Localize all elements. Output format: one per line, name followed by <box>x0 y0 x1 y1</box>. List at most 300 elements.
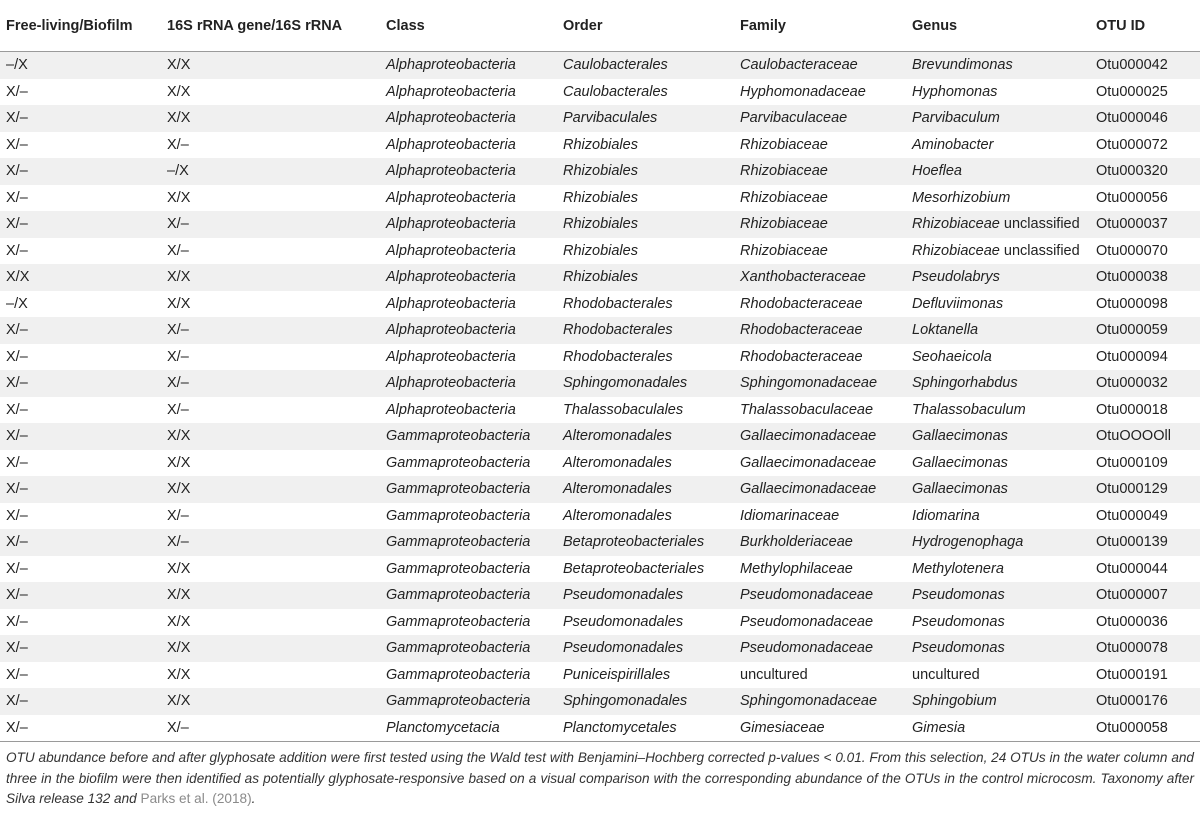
table-row <box>0 105 1200 132</box>
cell-otu-id <box>1090 344 1200 371</box>
cell-order <box>557 715 734 742</box>
cell-genus <box>906 450 1090 477</box>
cell-16s-rrna <box>161 317 380 344</box>
cell-free-living-biofilm <box>0 370 161 397</box>
cell-genus <box>906 397 1090 424</box>
cell-free-living-biofilm-text: X/– <box>6 163 28 180</box>
cell-family-text: uncultured <box>740 666 808 683</box>
cell-family <box>734 688 906 715</box>
cell-class <box>380 291 557 318</box>
table-row <box>0 370 1200 397</box>
footnote-reference-link[interactable]: Parks et al. (2018) <box>140 791 252 806</box>
cell-order-text: Rhizobiales <box>563 163 638 180</box>
cell-16s-rrna <box>161 211 380 238</box>
cell-free-living-biofilm-text: X/– <box>6 560 28 577</box>
cell-order-text: Rhodobacterales <box>563 322 673 339</box>
cell-genus <box>906 423 1090 450</box>
cell-otu-id-text: Otu000042 <box>1096 57 1168 74</box>
cell-otu-id-text: Otu000056 <box>1096 189 1168 206</box>
cell-family <box>734 317 906 344</box>
cell-family <box>734 662 906 689</box>
footnote-text: OTU abundance before and after glyphosate addition were first tested using the Wald test with Benjamini–Hochberg corrected p-values < 0.01. From this selection, 24 OTUs in the water column and three in the biofilm were then identified as potentially glyphosate-responsive based on a visual comparison with the corresponding abundance of the OTUs in the control microcosm. Taxonomy after Silva release 132 and <box>6 750 1194 806</box>
header-row <box>0 0 1200 52</box>
cell-class-text: Gammaproteobacteria <box>386 507 531 524</box>
cell-free-living-biofilm <box>0 609 161 636</box>
cell-free-living-biofilm <box>0 158 161 185</box>
cell-class-text: Alphaproteobacteria <box>386 216 516 233</box>
cell-free-living-biofilm <box>0 476 161 503</box>
cell-family <box>734 132 906 159</box>
cell-genus <box>906 185 1090 212</box>
cell-otu-id <box>1090 185 1200 212</box>
cell-free-living-biofilm-text: X/– <box>6 242 28 259</box>
cell-16s-rrna <box>161 370 380 397</box>
cell-free-living-biofilm-text: X/– <box>6 666 28 683</box>
cell-otu-id-text: Otu000070 <box>1096 242 1168 259</box>
cell-family <box>734 238 906 265</box>
cell-genus-text: Seohaeicola <box>912 348 992 365</box>
cell-16s-rrna <box>161 344 380 371</box>
cell-order <box>557 476 734 503</box>
cell-order <box>557 662 734 689</box>
cell-genus-text: Defluviimonas <box>912 295 1004 312</box>
cell-genus <box>906 264 1090 291</box>
cell-free-living-biofilm-text: X/– <box>6 322 28 339</box>
cell-family-text: Rhodobacteraceae <box>740 348 863 365</box>
cell-16s-rrna-text: X/X <box>167 269 191 286</box>
cell-order-text: Rhodobacterales <box>563 348 673 365</box>
cell-free-living-biofilm-text: X/– <box>6 428 28 445</box>
cell-16s-rrna <box>161 503 380 530</box>
cell-class <box>380 529 557 556</box>
cell-class-text: Gammaproteobacteria <box>386 613 531 630</box>
cell-family-text: Pseudomonadaceae <box>740 587 874 604</box>
table-row <box>0 264 1200 291</box>
cell-16s-rrna-text: X/X <box>167 83 191 100</box>
cell-family <box>734 158 906 185</box>
cell-free-living-biofilm-text: –/X <box>6 57 28 74</box>
cell-genus <box>906 211 1090 238</box>
cell-16s-rrna-text: X/X <box>167 640 191 657</box>
cell-free-living-biofilm-text: X/X <box>6 269 30 286</box>
cell-class-text: Alphaproteobacteria <box>386 189 516 206</box>
cell-family-text: Idiomarinaceae <box>740 507 840 524</box>
cell-family <box>734 582 906 609</box>
cell-family-text: Rhodobacteraceae <box>740 322 863 339</box>
cell-class-text: Alphaproteobacteria <box>386 269 516 286</box>
cell-order-text: Pseudomonadales <box>563 587 684 604</box>
cell-otu-id <box>1090 79 1200 106</box>
cell-class <box>380 397 557 424</box>
header-otu-id: OTU ID <box>1090 0 1200 52</box>
cell-otu-id <box>1090 238 1200 265</box>
cell-family <box>734 397 906 424</box>
table-row <box>0 662 1200 689</box>
cell-16s-rrna <box>161 715 380 742</box>
table-row <box>0 609 1200 636</box>
cell-16s-rrna <box>161 238 380 265</box>
cell-order <box>557 105 734 132</box>
cell-16s-rrna <box>161 582 380 609</box>
table-row <box>0 503 1200 530</box>
cell-otu-id-text: Otu000072 <box>1096 136 1168 153</box>
cell-genus-text: uncultured <box>912 666 980 683</box>
cell-genus <box>906 105 1090 132</box>
cell-otu-id-text: Otu000046 <box>1096 110 1168 127</box>
cell-class <box>380 52 557 79</box>
cell-16s-rrna <box>161 291 380 318</box>
cell-free-living-biofilm <box>0 317 161 344</box>
cell-free-living-biofilm <box>0 344 161 371</box>
cell-family-text: Rhizobiaceae <box>740 163 828 180</box>
cell-class <box>380 635 557 662</box>
cell-free-living-biofilm <box>0 238 161 265</box>
cell-order <box>557 503 734 530</box>
cell-family-text: Pseudomonadaceae <box>740 613 874 630</box>
cell-family-text: Methylophilaceae <box>740 560 853 577</box>
cell-family <box>734 105 906 132</box>
cell-otu-id-text: Otu000191 <box>1096 666 1168 683</box>
table-row <box>0 688 1200 715</box>
table-row <box>0 132 1200 159</box>
cell-family <box>734 185 906 212</box>
cell-class-text: Gammaproteobacteria <box>386 560 531 577</box>
cell-16s-rrna-text: X/– <box>167 507 189 524</box>
cell-16s-rrna <box>161 688 380 715</box>
cell-free-living-biofilm <box>0 503 161 530</box>
cell-genus <box>906 476 1090 503</box>
cell-order-text: Sphingomonadales <box>563 693 688 710</box>
cell-16s-rrna-text: X/X <box>167 110 191 127</box>
cell-order <box>557 291 734 318</box>
cell-genus-text: Hoeflea <box>912 163 962 180</box>
table-row <box>0 635 1200 662</box>
cell-otu-id-text: Otu000044 <box>1096 560 1168 577</box>
cell-class <box>380 264 557 291</box>
cell-order-text: Caulobacterales <box>563 57 668 74</box>
cell-otu-id-text: Otu000058 <box>1096 719 1168 736</box>
cell-genus-text: Rhizobiaceae <box>912 242 1000 259</box>
cell-free-living-biofilm-text: X/– <box>6 454 28 471</box>
cell-genus-text: Rhizobiaceae <box>912 216 1000 233</box>
cell-16s-rrna-text: X/– <box>167 322 189 339</box>
cell-family-text: Gimesiaceae <box>740 719 825 736</box>
table-row <box>0 556 1200 583</box>
cell-genus-text: Parvibaculum <box>912 110 1000 127</box>
cell-order <box>557 238 734 265</box>
table-row <box>0 397 1200 424</box>
cell-otu-id <box>1090 662 1200 689</box>
cell-order <box>557 450 734 477</box>
cell-otu-id <box>1090 715 1200 742</box>
cell-16s-rrna-text: X/– <box>167 375 189 392</box>
cell-genus-text: Gimesia <box>912 719 966 736</box>
cell-family-text: Thalassobaculaceae <box>740 401 874 418</box>
cell-family <box>734 609 906 636</box>
cell-order-text: Alteromonadales <box>563 507 672 524</box>
cell-otu-id-text: Otu000320 <box>1096 163 1168 180</box>
cell-genus <box>906 582 1090 609</box>
cell-free-living-biofilm <box>0 52 161 79</box>
cell-free-living-biofilm-text: X/– <box>6 216 28 233</box>
cell-16s-rrna <box>161 158 380 185</box>
cell-order-text: Puniceispirillales <box>563 666 671 683</box>
cell-order <box>557 529 734 556</box>
cell-order-text: Rhizobiales <box>563 189 638 206</box>
cell-class-text: Alphaproteobacteria <box>386 375 516 392</box>
cell-genus-text: Pseudolabrys <box>912 269 1000 286</box>
cell-free-living-biofilm-text: X/– <box>6 587 28 604</box>
cell-class-text: Gammaproteobacteria <box>386 481 531 498</box>
cell-genus <box>906 158 1090 185</box>
cell-genus-text: Mesorhizobium <box>912 189 1011 206</box>
table-body <box>0 52 1200 742</box>
cell-16s-rrna <box>161 529 380 556</box>
cell-16s-rrna <box>161 132 380 159</box>
cell-otu-id <box>1090 211 1200 238</box>
cell-otu-id <box>1090 688 1200 715</box>
cell-otu-id <box>1090 450 1200 477</box>
table-row <box>0 476 1200 503</box>
cell-16s-rrna-text: X/X <box>167 587 191 604</box>
cell-16s-rrna-text: X/X <box>167 428 191 445</box>
cell-genus-text: Methylotenera <box>912 560 1004 577</box>
header-genus: Genus <box>906 0 1090 52</box>
cell-class-text: Gammaproteobacteria <box>386 693 531 710</box>
cell-family-text: Caulobacteraceae <box>740 57 858 74</box>
cell-otu-id-text: Otu000098 <box>1096 295 1168 312</box>
cell-free-living-biofilm <box>0 185 161 212</box>
cell-class-text: Planctomycetacia <box>386 719 500 736</box>
cell-family <box>734 635 906 662</box>
cell-otu-id-text: Otu000109 <box>1096 454 1168 471</box>
cell-class-text: Alphaproteobacteria <box>386 401 516 418</box>
cell-otu-id-text: Otu000176 <box>1096 693 1168 710</box>
cell-order <box>557 211 734 238</box>
cell-free-living-biofilm-text: X/– <box>6 136 28 153</box>
cell-free-living-biofilm <box>0 105 161 132</box>
cell-order-text: Alteromonadales <box>563 481 672 498</box>
cell-class-text: Alphaproteobacteria <box>386 348 516 365</box>
cell-otu-id <box>1090 609 1200 636</box>
cell-class <box>380 582 557 609</box>
cell-genus <box>906 609 1090 636</box>
cell-class-text: Alphaproteobacteria <box>386 110 516 127</box>
cell-class <box>380 370 557 397</box>
cell-free-living-biofilm <box>0 132 161 159</box>
cell-genus-text: Loktanella <box>912 322 979 339</box>
cell-order-text: Alteromonadales <box>563 428 672 445</box>
cell-otu-id-text: Otu000049 <box>1096 507 1168 524</box>
cell-genus-text: Pseudomonas <box>912 613 1005 630</box>
cell-16s-rrna-text: X/X <box>167 189 191 206</box>
cell-otu-id <box>1090 476 1200 503</box>
table-header <box>0 0 1200 52</box>
cell-otu-id <box>1090 52 1200 79</box>
cell-order <box>557 264 734 291</box>
cell-family <box>734 450 906 477</box>
cell-genus-text: Hydrogenophaga <box>912 534 1024 551</box>
cell-free-living-biofilm-text: X/– <box>6 83 28 100</box>
cell-otu-id <box>1090 503 1200 530</box>
cell-16s-rrna <box>161 185 380 212</box>
table-row <box>0 185 1200 212</box>
cell-otu-id <box>1090 370 1200 397</box>
cell-otu-id <box>1090 529 1200 556</box>
cell-16s-rrna <box>161 662 380 689</box>
cell-family-text: Parvibaculaceae <box>740 110 848 127</box>
cell-16s-rrna-text: X/– <box>167 216 189 233</box>
cell-free-living-biofilm-text: X/– <box>6 375 28 392</box>
table-row <box>0 715 1200 742</box>
cell-family-text: Sphingomonadaceae <box>740 693 878 710</box>
cell-free-living-biofilm <box>0 556 161 583</box>
cell-family-text: Hyphomonadaceae <box>740 83 866 100</box>
cell-order <box>557 688 734 715</box>
cell-class <box>380 79 557 106</box>
cell-order-text: Rhizobiales <box>563 269 638 286</box>
cell-genus-text: Gallaecimonas <box>912 428 1008 445</box>
cell-family <box>734 503 906 530</box>
cell-class <box>380 609 557 636</box>
cell-16s-rrna-text: X/X <box>167 693 191 710</box>
cell-free-living-biofilm <box>0 635 161 662</box>
cell-family-text: Burkholderiaceae <box>740 534 853 551</box>
cell-order <box>557 344 734 371</box>
cell-order-text: Betaproteobacteriales <box>563 534 705 551</box>
cell-free-living-biofilm <box>0 397 161 424</box>
cell-free-living-biofilm <box>0 291 161 318</box>
cell-order-text: Planctomycetales <box>563 719 677 736</box>
cell-16s-rrna <box>161 450 380 477</box>
header-free-living-biofilm: Free-living/Biofilm <box>0 0 161 52</box>
cell-family <box>734 52 906 79</box>
cell-16s-rrna <box>161 79 380 106</box>
table-footnote <box>0 742 1200 810</box>
table-row <box>0 238 1200 265</box>
cell-16s-rrna-text: X/X <box>167 560 191 577</box>
header-16s-rrna: 16S rRNA gene/16S rRNA <box>161 0 380 52</box>
cell-16s-rrna-text: X/X <box>167 613 191 630</box>
cell-class-text: Gammaproteobacteria <box>386 587 531 604</box>
cell-free-living-biofilm <box>0 688 161 715</box>
cell-16s-rrna-text: X/X <box>167 481 191 498</box>
cell-free-living-biofilm <box>0 582 161 609</box>
cell-class-text: Gammaproteobacteria <box>386 454 531 471</box>
cell-free-living-biofilm-text: X/– <box>6 719 28 736</box>
cell-free-living-biofilm-text: X/– <box>6 481 28 498</box>
cell-order <box>557 556 734 583</box>
cell-16s-rrna-text: X/– <box>167 348 189 365</box>
cell-family <box>734 529 906 556</box>
cell-free-living-biofilm <box>0 79 161 106</box>
cell-genus-text: Thalassobaculum <box>912 401 1026 418</box>
cell-family-text: Rhizobiaceae <box>740 242 828 259</box>
cell-family <box>734 291 906 318</box>
cell-otu-id-text: Otu000037 <box>1096 216 1168 233</box>
cell-family-text: Gallaecimonadaceae <box>740 428 877 445</box>
cell-otu-id <box>1090 132 1200 159</box>
cell-otu-id <box>1090 423 1200 450</box>
cell-genus <box>906 503 1090 530</box>
cell-class-text: Alphaproteobacteria <box>386 163 516 180</box>
cell-otu-id-text: Otu000078 <box>1096 640 1168 657</box>
cell-class-text: Alphaproteobacteria <box>386 295 516 312</box>
header-class: Class <box>380 0 557 52</box>
cell-16s-rrna <box>161 476 380 503</box>
table-row <box>0 211 1200 238</box>
cell-genus-text: Pseudomonas <box>912 587 1005 604</box>
cell-16s-rrna-text: X/X <box>167 666 191 683</box>
table-row <box>0 450 1200 477</box>
cell-otu-id-text: Otu000036 <box>1096 613 1168 630</box>
cell-16s-rrna-text: X/X <box>167 454 191 471</box>
table-row <box>0 582 1200 609</box>
cell-order-text: Rhizobiales <box>563 242 638 259</box>
cell-order <box>557 158 734 185</box>
cell-class-text: Alphaproteobacteria <box>386 57 516 74</box>
cell-16s-rrna <box>161 52 380 79</box>
cell-family-text: Rhizobiaceae <box>740 136 828 153</box>
cell-order-text: Sphingomonadales <box>563 375 688 392</box>
cell-free-living-biofilm-text: X/– <box>6 640 28 657</box>
cell-free-living-biofilm-text: X/– <box>6 534 28 551</box>
cell-class-text: Alphaproteobacteria <box>386 242 516 259</box>
cell-16s-rrna-text: X/– <box>167 242 189 259</box>
cell-genus-text: Aminobacter <box>912 136 994 153</box>
cell-free-living-biofilm <box>0 211 161 238</box>
cell-otu-id <box>1090 635 1200 662</box>
cell-free-living-biofilm <box>0 423 161 450</box>
cell-class <box>380 132 557 159</box>
cell-family-text: Rhizobiaceae <box>740 189 828 206</box>
cell-genus <box>906 79 1090 106</box>
cell-16s-rrna-text: –/X <box>167 163 189 180</box>
cell-16s-rrna-text: X/– <box>167 136 189 153</box>
cell-free-living-biofilm <box>0 264 161 291</box>
cell-otu-id <box>1090 291 1200 318</box>
cell-family <box>734 476 906 503</box>
cell-otu-id <box>1090 158 1200 185</box>
cell-class <box>380 556 557 583</box>
cell-order <box>557 397 734 424</box>
cell-class <box>380 503 557 530</box>
cell-family <box>734 344 906 371</box>
cell-order <box>557 185 734 212</box>
cell-genus-suffix: unclassified <box>999 242 1080 259</box>
cell-genus-text: Idiomarina <box>912 507 980 524</box>
cell-class <box>380 450 557 477</box>
cell-order-text: Rhodobacterales <box>563 295 673 312</box>
cell-class-text: Alphaproteobacteria <box>386 136 516 153</box>
cell-free-living-biofilm <box>0 715 161 742</box>
cell-otu-id-text: Otu000059 <box>1096 322 1168 339</box>
cell-class-text: Gammaproteobacteria <box>386 666 531 683</box>
cell-otu-id-text: Otu000018 <box>1096 401 1168 418</box>
cell-genus-text: Gallaecimonas <box>912 481 1008 498</box>
cell-order <box>557 317 734 344</box>
cell-16s-rrna <box>161 556 380 583</box>
cell-family-text: Rhodobacteraceae <box>740 295 863 312</box>
cell-genus <box>906 529 1090 556</box>
cell-otu-id-text: Otu000007 <box>1096 587 1168 604</box>
cell-class-text: Gammaproteobacteria <box>386 534 531 551</box>
cell-class <box>380 688 557 715</box>
cell-16s-rrna <box>161 609 380 636</box>
cell-order <box>557 52 734 79</box>
table-row <box>0 158 1200 185</box>
cell-genus-text: Hyphomonas <box>912 83 998 100</box>
